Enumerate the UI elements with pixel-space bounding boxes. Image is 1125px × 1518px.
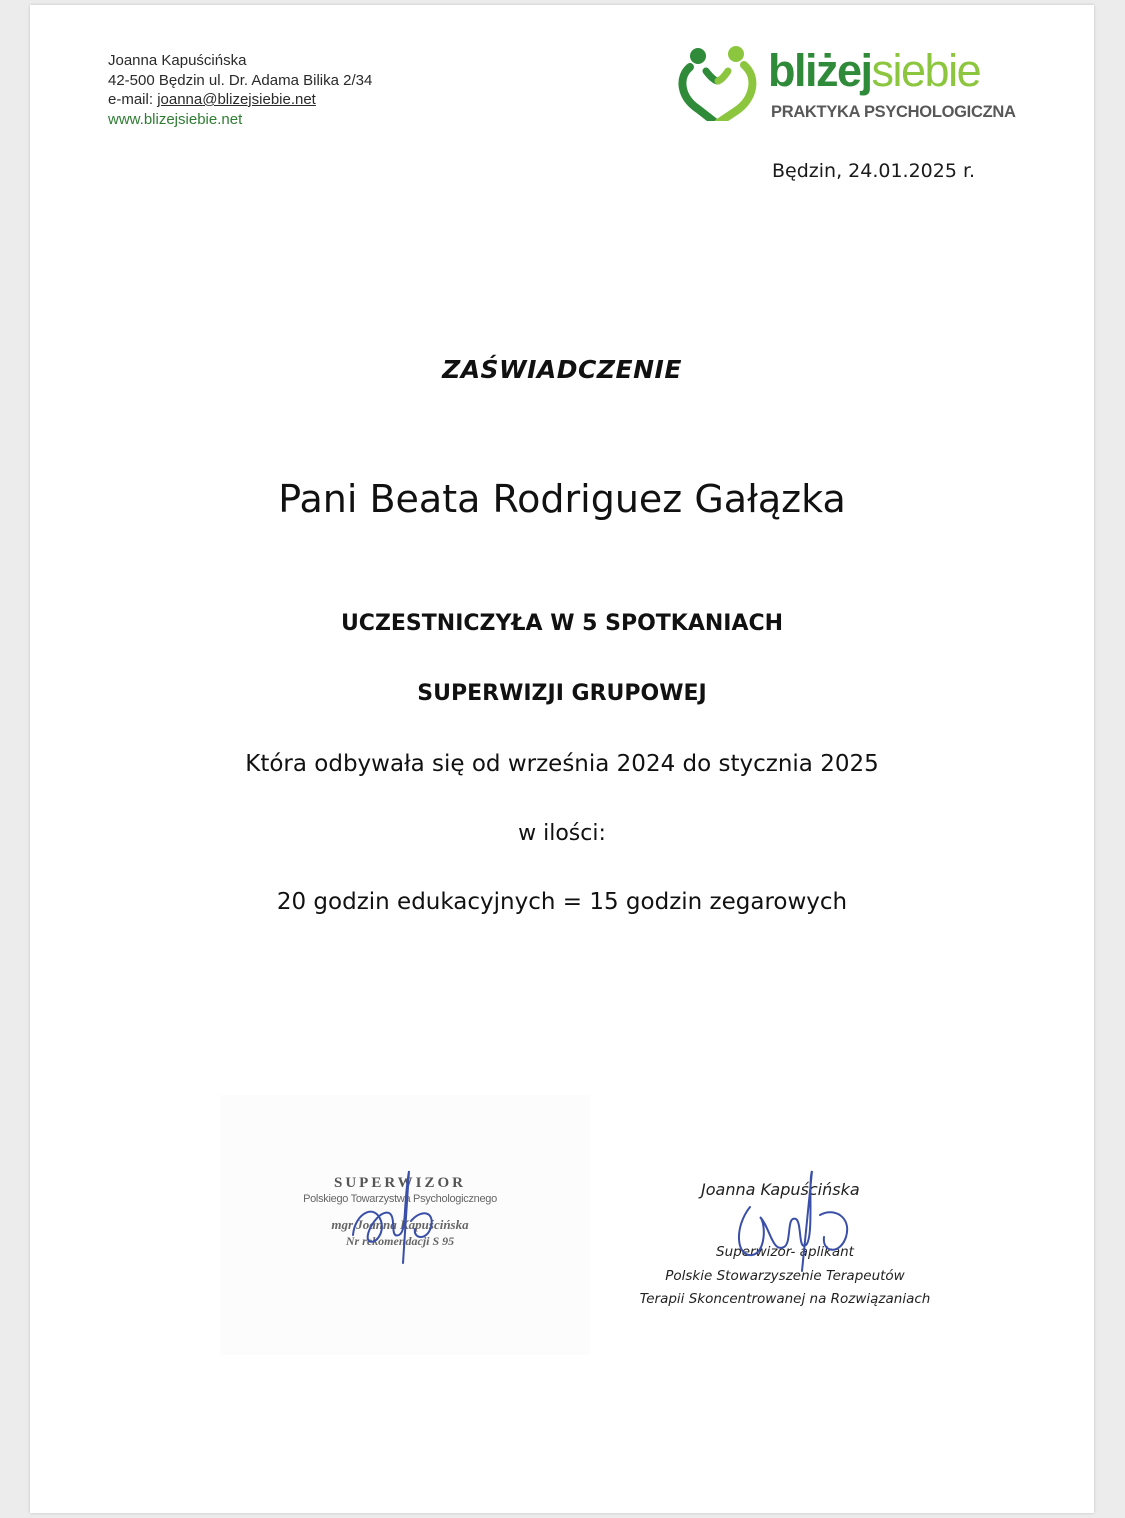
email-link[interactable]: joanna@blizejsiebie.net (157, 91, 316, 108)
contact-name: Joanna Kapuścińska (108, 52, 247, 69)
stamp-person: mgr Joanna Kapuścińska (331, 1217, 469, 1232)
stamp-title: SUPERWIZOR (334, 1175, 466, 1191)
logo-wordmark (768, 45, 980, 97)
hours-line: 20 godzin edukacyjnych = 15 godzin zegarowych (276, 889, 848, 915)
supervision-line: SUPERWIZJI GRUPOWEJ (417, 681, 707, 706)
period-line: Która odbywała się od września 2024 do stycznia 2025 (245, 751, 879, 777)
website-link[interactable]: www.blizejsiebie.net (108, 110, 243, 128)
recipient-name: Pani Beata Rodriguez Gałązka (278, 477, 846, 521)
amount-label: w ilości: (518, 821, 606, 846)
signature-stamp (345, 1163, 455, 1273)
contact-address: 42-500 Będzin ul. Dr. Adama Bilika 2/34 (108, 71, 373, 89)
logo-subtitle: PRAKTYKA PSYCHOLOGICZNA (771, 103, 1016, 121)
document-page (30, 5, 1094, 1513)
stamp-recommendation: Nr rekomendacji S 95 (345, 1234, 455, 1248)
logo (678, 41, 1023, 131)
signer-org-line1: Polskie Stowarzyszenie Terapeutów (665, 1268, 905, 1284)
signer-role: Superwizor- aplikant (716, 1244, 854, 1260)
logo-word-blizej: bliżej (768, 45, 872, 96)
signer-org-line2: Terapii Skoncentrowanej na Rozwiązaniach (639, 1291, 931, 1307)
participation-line: UCZESTNICZYŁA W 5 SPOTKANIACH (340, 611, 784, 636)
contact-block (108, 51, 372, 129)
email-label: e-mail: (108, 91, 158, 108)
stamp-org: Polskiego Towarzystwa Psychologicznego (303, 1193, 497, 1205)
document-title: ZAŚWIADCZENIE (442, 355, 682, 384)
signature-right (730, 1167, 860, 1277)
heart-people-icon (678, 41, 758, 121)
logo-word-siebie: siebie (871, 45, 981, 96)
document-date: Będzin, 24.01.2025 r. (772, 160, 976, 182)
contact-email-line (108, 90, 372, 110)
signer-name: Joanna Kapuścińska (701, 1180, 860, 1199)
